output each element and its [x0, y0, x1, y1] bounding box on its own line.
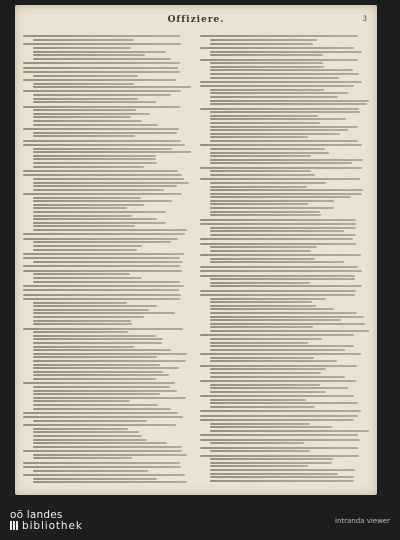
illegible-text-line [210, 189, 363, 191]
illegible-text-line [33, 120, 142, 122]
illegible-text-line [33, 397, 186, 399]
illegible-text-line [33, 442, 166, 444]
illegible-text-line [23, 265, 180, 267]
illegible-text-line [33, 215, 132, 217]
illegible-text-line [33, 367, 179, 369]
illegible-text-line [33, 478, 157, 480]
illegible-text-line [210, 278, 355, 280]
illegible-text-line [33, 86, 191, 88]
illegible-text-line [33, 457, 132, 459]
illegible-text-line [200, 85, 354, 87]
illegible-text-line [33, 204, 144, 206]
illegible-text-line [210, 152, 329, 154]
illegible-text-line [210, 258, 315, 260]
illegible-text-line [23, 474, 185, 476]
illegible-text-line [210, 469, 355, 471]
logo-line-2: bibliothek [22, 520, 83, 532]
illegible-text-line [33, 185, 176, 187]
illegible-text-line [33, 331, 128, 333]
illegible-text-line [33, 305, 156, 307]
illegible-text-line [200, 266, 358, 268]
illegible-text-line [210, 308, 333, 310]
illegible-text-line [33, 470, 148, 472]
illegible-text-line [210, 426, 332, 428]
illegible-text-line [210, 261, 343, 263]
illegible-text-line [210, 406, 315, 408]
illegible-text-line [210, 301, 312, 303]
illegible-text-line [23, 174, 182, 176]
illegible-text-line [23, 35, 180, 37]
illegible-text-line [200, 294, 355, 296]
illegible-text-line [200, 243, 356, 245]
illegible-text-line [33, 338, 162, 340]
illegible-text-line [200, 395, 354, 397]
library-logo[interactable] [10, 510, 83, 532]
illegible-text-line [33, 281, 179, 283]
illegible-text-line [200, 415, 358, 417]
illegible-text-line [33, 178, 184, 180]
illegible-text-line [210, 62, 323, 64]
illegible-text-line [210, 196, 351, 198]
illegible-text-line [210, 330, 369, 332]
illegible-text-line [210, 211, 319, 213]
illegible-text-line [210, 136, 308, 138]
illegible-text-line [33, 116, 131, 118]
illegible-text-line [210, 442, 304, 444]
logo-bars-icon [10, 521, 19, 530]
illegible-text-line [23, 71, 180, 73]
illegible-text-line [33, 408, 170, 410]
illegible-text-line [200, 219, 356, 221]
illegible-text-line [23, 294, 181, 296]
illegible-text-line [210, 462, 332, 464]
illegible-text-line [33, 404, 158, 406]
illegible-text-line [33, 400, 129, 402]
illegible-text-line [33, 454, 186, 456]
illegible-text-line [200, 81, 362, 83]
illegible-text-line [23, 382, 175, 384]
text-columns [23, 33, 369, 487]
illegible-text-line [210, 51, 362, 53]
illegible-text-line [23, 106, 180, 108]
text-column-right [200, 33, 369, 487]
illegible-text-line [200, 59, 358, 61]
illegible-text-line [33, 360, 186, 362]
illegible-text-line [33, 135, 135, 137]
illegible-text-line [210, 73, 359, 75]
illegible-text-line [200, 353, 361, 355]
illegible-text-line [23, 257, 180, 259]
text-column-left [23, 33, 192, 487]
illegible-text-line [200, 238, 353, 240]
page-title: Offiziere. [167, 15, 225, 25]
illegible-text-line [23, 462, 180, 464]
illegible-text-line [33, 218, 157, 220]
illegible-text-line [33, 335, 156, 337]
illegible-text-line [33, 349, 171, 351]
illegible-text-line [210, 376, 345, 378]
illegible-text-line [210, 319, 341, 321]
illegible-text-line [33, 342, 162, 344]
illegible-text-line [23, 450, 182, 452]
illegible-text-line [200, 434, 358, 436]
illegible-text-line [23, 79, 176, 81]
illegible-text-line [33, 323, 132, 325]
illegible-text-line [210, 368, 326, 370]
illegible-text-line [23, 144, 185, 146]
illegible-text-line [210, 230, 343, 232]
illegible-text-line [33, 374, 169, 376]
illegible-text-line [33, 132, 177, 134]
illegible-text-line [33, 155, 156, 157]
illegible-text-line [210, 193, 362, 195]
illegible-text-line [210, 186, 307, 188]
illegible-text-line [23, 140, 181, 142]
illegible-text-line [33, 162, 156, 164]
illegible-text-line [33, 261, 183, 263]
illegible-text-line [210, 39, 317, 41]
logo-line-1: oö landes [10, 509, 63, 521]
illegible-text-line [210, 387, 348, 389]
illegible-text-line [33, 197, 140, 199]
illegible-text-line [33, 211, 166, 213]
illegible-text-line [33, 371, 163, 373]
illegible-text-line [210, 126, 358, 128]
illegible-text-line [33, 148, 172, 150]
illegible-text-line [23, 43, 181, 45]
illegible-text-line [210, 342, 308, 344]
illegible-text-line [33, 94, 171, 96]
illegible-text-line [210, 227, 356, 229]
illegible-text-line [210, 480, 353, 482]
illegible-text-line [33, 200, 172, 202]
illegible-text-line [33, 378, 156, 380]
illegible-text-line [33, 189, 163, 191]
illegible-text-line [210, 391, 326, 393]
illegible-text-line [200, 419, 354, 421]
illegible-text-line [200, 167, 362, 169]
illegible-text-line [33, 83, 134, 85]
illegible-text-line [210, 140, 358, 142]
illegible-text-line [210, 170, 311, 172]
illegible-text-line [33, 75, 138, 77]
illegible-text-line [210, 92, 348, 94]
illegible-text-line [210, 159, 363, 161]
illegible-text-line [33, 249, 137, 251]
illegible-text-line [210, 96, 338, 98]
illegible-text-line [210, 357, 314, 359]
illegible-text-line [33, 320, 131, 322]
illegible-text-line [33, 182, 189, 184]
illegible-text-line [210, 305, 316, 307]
illegible-text-line [33, 47, 131, 49]
illegible-text-line [33, 273, 130, 275]
illegible-text-line [33, 207, 126, 209]
illegible-text-line [210, 133, 340, 135]
illegible-text-line [210, 118, 345, 120]
illegible-text-line [33, 302, 127, 304]
illegible-text-line [33, 158, 156, 160]
illegible-text-line [23, 270, 182, 272]
illegible-text-line [23, 416, 183, 418]
illegible-text-line [33, 364, 160, 366]
illegible-text-line [210, 214, 321, 216]
illegible-text-line [210, 115, 318, 117]
illegible-text-line [33, 98, 137, 100]
illegible-text-line [200, 365, 357, 367]
illegible-text-line [33, 109, 136, 111]
illegible-text-line [200, 47, 354, 49]
illegible-text-line [210, 465, 308, 467]
viewer-footer [0, 496, 400, 540]
illegible-text-line [210, 69, 353, 71]
illegible-text-line [210, 298, 326, 300]
illegible-text-line [200, 178, 360, 180]
illegible-text-line [33, 346, 134, 348]
illegible-text-line [23, 193, 182, 195]
illegible-text-line [200, 334, 354, 336]
illegible-text-line [210, 473, 338, 475]
illegible-text-line [23, 424, 176, 426]
illegible-text-line [33, 225, 134, 227]
illegible-text-line [210, 282, 309, 284]
illegible-text-line [210, 200, 334, 202]
illegible-text-line [210, 402, 358, 404]
illegible-text-line [33, 277, 142, 279]
illegible-text-line [200, 439, 360, 441]
illegible-text-line [200, 35, 358, 37]
illegible-text-line [200, 447, 358, 449]
illegible-text-line [23, 328, 183, 330]
illegible-text-line [33, 51, 166, 53]
illegible-text-line [33, 431, 138, 433]
illegible-text-line [210, 162, 352, 164]
illegible-text-line [33, 420, 147, 422]
illegible-text-line [210, 360, 337, 362]
illegible-text-line [33, 353, 187, 355]
illegible-text-line [23, 285, 184, 287]
illegible-text-line [23, 170, 178, 172]
illegible-text-line [210, 100, 369, 102]
illegible-text-line [210, 148, 325, 150]
illegible-text-line [210, 111, 360, 113]
illegible-text-line [33, 245, 141, 247]
illegible-text-line [33, 356, 157, 358]
illegible-text-line [33, 312, 174, 314]
illegible-text-line [210, 399, 306, 401]
illegible-text-line [33, 393, 160, 395]
illegible-text-line [33, 241, 171, 243]
illegible-text-line [210, 285, 362, 287]
illegible-text-line [33, 54, 145, 56]
illegible-text-line [200, 270, 362, 272]
illegible-text-line [33, 316, 144, 318]
page-header [15, 15, 377, 29]
illegible-text-line [200, 254, 361, 256]
illegible-text-line [210, 423, 310, 425]
illegible-text-line [33, 151, 191, 153]
illegible-text-line [210, 476, 354, 478]
illegible-text-line [33, 113, 150, 115]
illegible-text-line [210, 129, 348, 131]
illegible-text-line [23, 128, 179, 130]
illegible-text-line [210, 430, 368, 432]
illegible-text-line [210, 66, 324, 68]
illegible-text-line [200, 223, 356, 225]
scanned-page [15, 5, 377, 495]
illegible-text-line [23, 298, 180, 300]
page-number: 3 [362, 15, 367, 23]
illegible-text-line [210, 77, 339, 79]
illegible-text-line [210, 450, 310, 452]
illegible-text-line [200, 144, 362, 146]
illegible-text-line [210, 182, 326, 184]
illegible-text-line [33, 58, 170, 60]
illegible-text-line [33, 39, 134, 41]
illegible-text-line [23, 253, 184, 255]
illegible-text-line [33, 166, 144, 168]
illegible-text-line [33, 446, 182, 448]
illegible-text-line [23, 62, 180, 64]
illegible-text-line [210, 338, 322, 340]
illegible-text-line [210, 323, 364, 325]
illegible-text-line [200, 108, 359, 110]
illegible-text-line [210, 316, 364, 318]
illegible-text-line [33, 229, 187, 231]
illegible-text-line [23, 238, 178, 240]
illegible-text-line [23, 233, 185, 235]
illegible-text-line [33, 435, 142, 437]
illegible-text-line [200, 410, 361, 412]
illegible-text-line [210, 207, 334, 209]
illegible-text-line [23, 67, 178, 69]
illegible-text-line [210, 54, 323, 56]
illegible-text-line [210, 89, 324, 91]
illegible-text-line [210, 372, 321, 374]
illegible-text-line [210, 122, 320, 124]
illegible-text-line [210, 203, 308, 205]
illegible-text-line [210, 349, 345, 351]
illegible-text-line [33, 428, 128, 430]
illegible-text-line [200, 380, 356, 382]
illegible-text-line [200, 455, 359, 457]
illegible-text-line [210, 174, 315, 176]
illegible-text-line [33, 481, 187, 483]
illegible-text-line [210, 246, 317, 248]
illegible-text-line [210, 458, 333, 460]
illegible-text-line [200, 290, 356, 292]
illegible-text-line [210, 234, 356, 236]
illegible-text-line [210, 345, 354, 347]
illegible-text-line [33, 222, 166, 224]
illegible-text-line [33, 309, 149, 311]
illegible-text-line [210, 384, 320, 386]
illegible-text-line [210, 43, 313, 45]
illegible-text-line [23, 466, 181, 468]
illegible-text-line [33, 124, 158, 126]
illegible-text-line [23, 289, 179, 291]
illegible-text-line [210, 312, 357, 314]
illegible-text-line [210, 326, 313, 328]
illegible-text-line [200, 275, 355, 277]
viewer-credit[interactable]: intranda viewer [335, 517, 390, 525]
illegible-text-line [210, 155, 311, 157]
illegible-text-line [23, 412, 178, 414]
illegible-text-line [33, 439, 147, 441]
illegible-text-line [33, 101, 156, 103]
illegible-text-line [210, 250, 311, 252]
illegible-text-line [210, 103, 367, 105]
illegible-text-line [23, 90, 181, 92]
illegible-text-line [33, 390, 177, 392]
illegible-text-line [33, 386, 170, 388]
